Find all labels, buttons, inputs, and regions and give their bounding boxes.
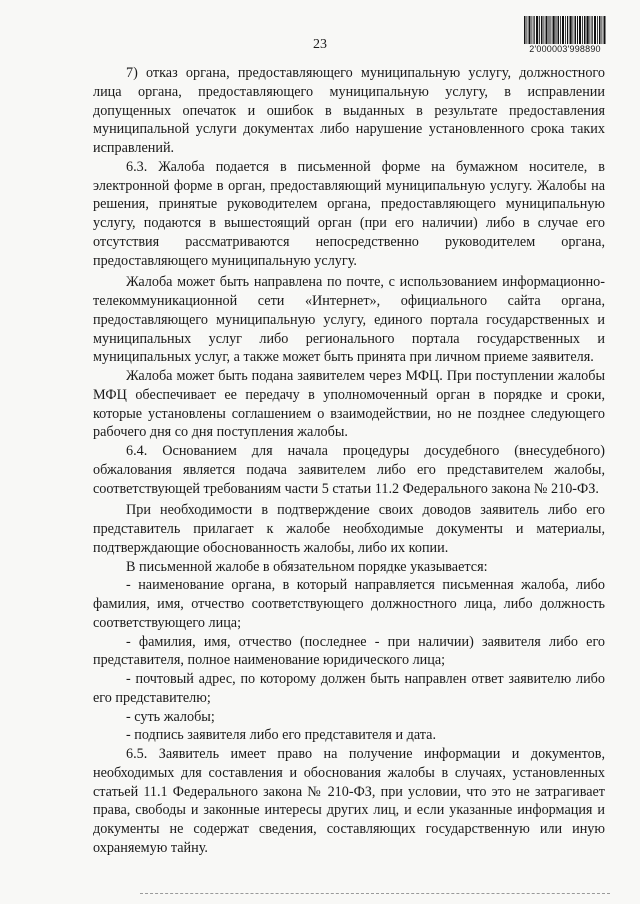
paragraph-complaint-channels: Жалоба может быть направлена по почте, с использованием информационно-телекоммуникационной сети «Интернет», официального сайта органа, предоставляющего муниципальную услугу, единого портала государственных и муниципальных услуг либо регионального портала государственных и муниципальных услуг, а также может быть принята при личном приеме заявителя. [93, 274, 605, 366]
paragraph-refusal-item-7: 7) отказ органа, предоставляющего муниципальную услугу, должностного лица органа, предоставляющего муниципальную услугу, в исправлении допущенных опечаток и ошибок в выданных в результате предоставления муниципальной услуги документах либо нарушение установленного срока таких исправлений. [93, 65, 605, 156]
paragraph-supporting-documents: При необходимости в подтверждение своих доводов заявитель либо его представитель прилагает к жалобе необходимые документы и материалы, подтверждающие обоснованность жалобы, либо их копии. [93, 502, 605, 556]
page-number: 23 [313, 37, 327, 52]
paragraph-6-3: 6.3. Жалоба подается в письменной форме на бумажном носителе, в электронной форме в орган, предоставляющий муниципальную услугу. Жалобы на решения, принятые руководителем органа, предоставляющего муниципальную услугу, подаются в вышестоящий орган (при его наличии) либо в случае его отсутствия рассматриваются непосредственно руководителем органа, предоставляющего муниципальную услугу. [93, 158, 605, 269]
barcode-bars [524, 16, 606, 44]
bottom-dashed-rule [140, 893, 610, 894]
barcode-number: 2'000003'998890 [529, 44, 601, 54]
paragraph-6-5: 6.5. Заявитель имеет право на получение информации и документов, необходимых для составления и обоснования жалобы в случаях, установленных статьей 11.1 Федерального закона № 210-ФЗ, при условии, что это не затрагивает права, свободы и законные интересы других лиц, и если указанные информация и документы не содержат сведения, составляющих государственную или иную охраняемую тайну. [93, 746, 605, 856]
barcode [524, 16, 606, 56]
list-item-signature-date: - подпись заявителя либо его представителя и дата. [126, 727, 436, 744]
list-item-authority-name: - наименование органа, в который направляется письменная жалоба, либо фамилия, имя, отчество соответствующего должностного лица, либо должность соответствующего лица; [93, 577, 605, 631]
paragraph-6-4: 6.4. Основанием для начала процедуры досудебного (внесудебного) обжалования является подача заявителем либо его представителем жалобы, соответствующей требованиям части 5 статьи 11.2 Федерального закона № 210-ФЗ. [93, 443, 605, 497]
list-item-applicant-name: - фамилия, имя, отчество (последнее - при наличии) заявителя либо его представителя, полное наименование юридического лица; [93, 633, 605, 669]
list-item-complaint-essence: - суть жалобы; [126, 708, 215, 725]
paragraph-complaint-contents-intro: В письменной жалобе в обязательном порядке указывается: [126, 558, 488, 575]
list-item-postal-address: - почтовый адрес, по которому должен быть направлен ответ заявителю либо его представителю; [93, 671, 605, 706]
document-body [93, 64, 605, 858]
paragraph-mfc-submission: Жалоба может быть подана заявителем через МФЦ. При поступлении жалобы МФЦ обеспечивает ее передачу в уполномоченный орган в порядке и сроки, которые установлены соглашением о взаимодействии, но не позднее следующего рабочего дня со дня поступления жалобы. [93, 368, 605, 441]
